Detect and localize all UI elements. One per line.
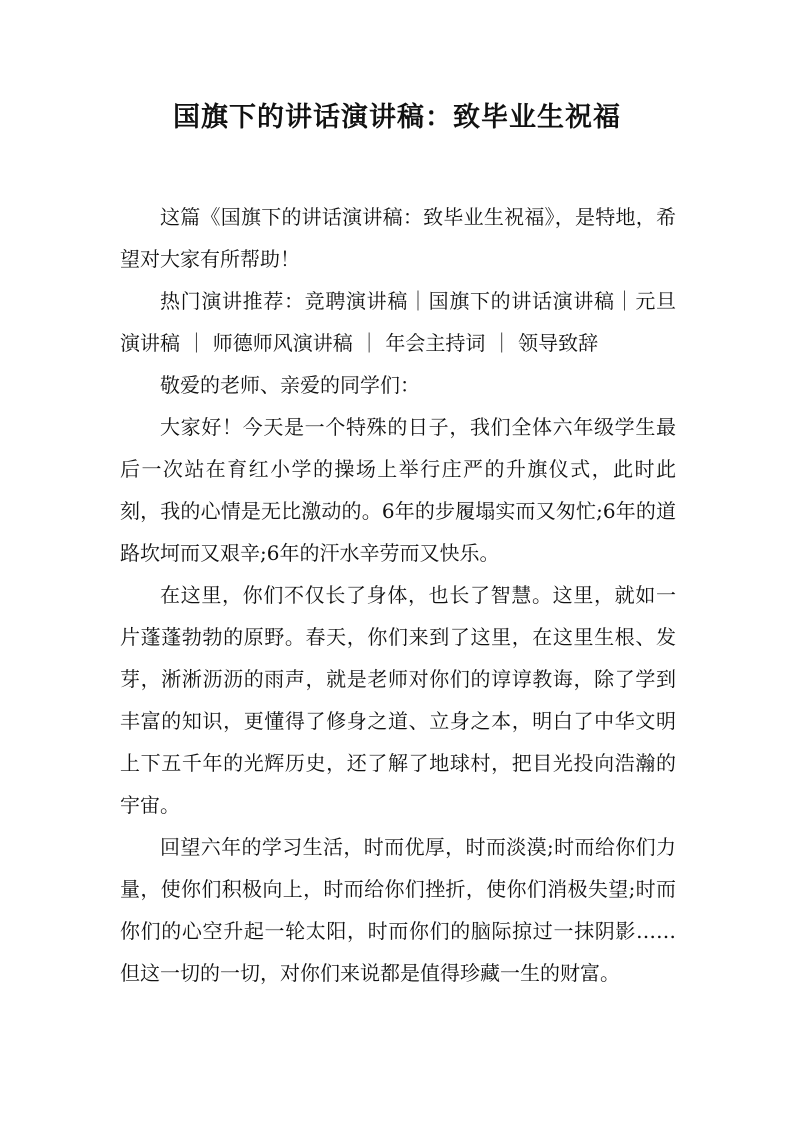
document-body: [120, 196, 676, 994]
salutation-paragraph: 敬爱的老师、亲爱的同学们：: [160, 373, 420, 397]
recommendations-paragraph: 热门演讲推荐：竞聘演讲稿｜国旗下的讲话演讲稿｜元旦演讲稿 ｜ 师德师风演讲稿 ｜ 年会主持词 ｜ 领导致辞: [120, 289, 676, 355]
intro-paragraph: 这篇《国旗下的讲话演讲稿：致毕业生祝福》，是特地，希望对大家有所帮助！: [120, 205, 676, 271]
body-paragraph: 大家好！今天是一个特殊的日子，我们全体六年级学生最后一次站在育红小学的操场上举行庄严的升旗仪式，此时此刻，我的心情是无比激动的。6年的步履塌实而又匆忙;6年的道路坎坷而又艰辛;6年的汗水辛劳而又快乐。: [120, 415, 676, 565]
body-paragraph: 回望六年的学习生活，时而优厚，时而淡漠;时而给你们力量，使你们积极向上，时而给你们挫折，使你们消极失望;时而你们的心空升起一轮太阳，时而你们的脑际掠过一抹阴影……但这一切的一切，对你们来说都是值得珍藏一生的财富。: [120, 835, 676, 985]
body-paragraph: 在这里，你们不仅长了身体，也长了智慧。这里，就如一片蓬蓬勃勃的原野。春天，你们来到了这里，在这里生根、发芽，淅淅沥沥的雨声，就是老师对你们的谆谆教诲，除了学到丰富的知识，更懂得了修身之道、立身之本，明白了中华文明上下五千年的光辉历史，还了解了地球村，把目光投向浩瀚的宇宙。: [120, 583, 676, 817]
document-title: 国旗下的讲话演讲稿：致毕业生祝福: [173, 102, 621, 133]
